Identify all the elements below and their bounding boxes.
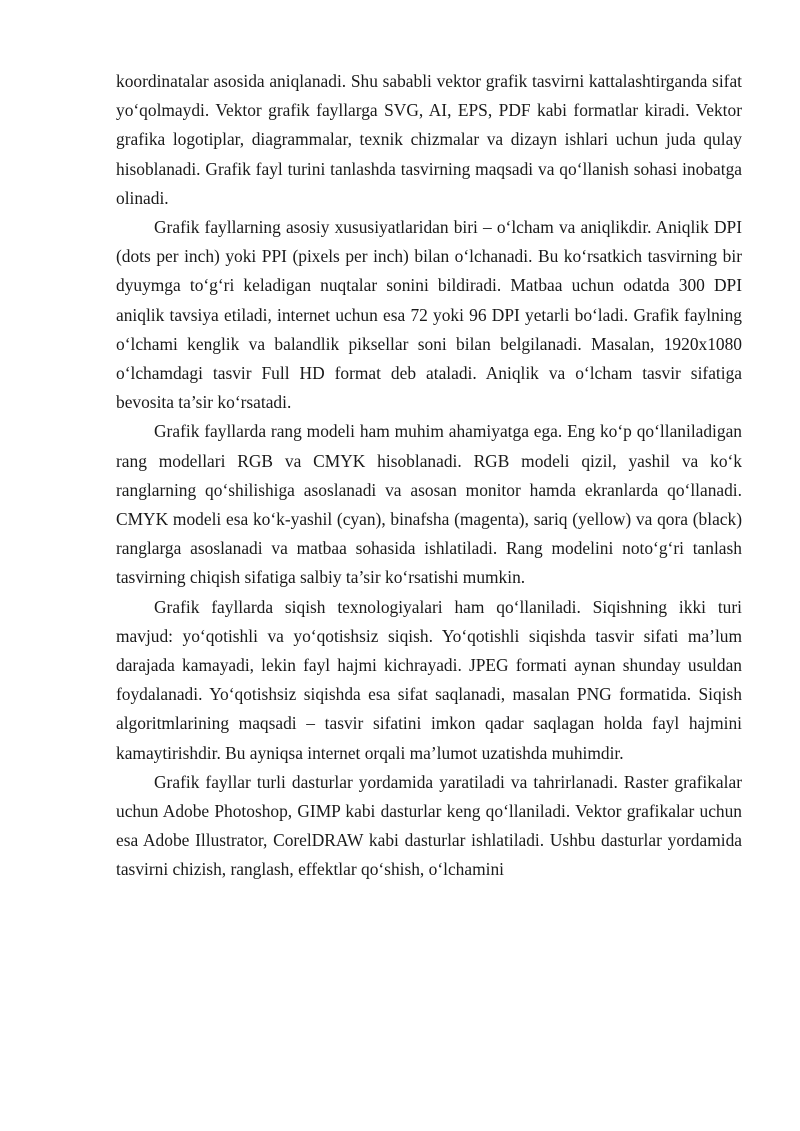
- paragraph-color-model: Grafik fayllarda rang modeli ham muhim ahamiyatga ega. Eng ko‘p qo‘llaniladigan rang modellari RGB va CMYK hisoblanadi. RGB modeli qizil, yashil va ko‘k ranglarning qo‘shilishiga asoslanadi va asosan monitor hamda ekranlarda qo‘llanadi. CMYK modeli esa ko‘k-yashil (cyan), binafsha (magenta), sariq (yellow) va qora (black) ranglarga asoslanadi va matbaa sohasida ishlatiladi. Rang modelini noto‘g‘ri tanlash tasvirning chiqish sifatiga salbiy ta’sir ko‘rsatishi mumkin.: [116, 421, 742, 588]
- paragraph-compression: Grafik fayllarda siqish texnologiyalari ham qo‘llaniladi. Siqishning ikki turi mavjud: yo‘qotishli va yo‘qotishsiz siqish. Yo‘qotishli siqishda tasvir sifati ma’lum darajada kamayadi, lekin fayl hajmi kichrayadi. JPEG formati aynan shunday usuldan foydalanadi. Yo‘qotishsiz siqishda esa sifat saqlanadi, masalan PNG formatida. Siqish algoritmlarining maqsadi – tasvir sifatini imkon qadar saqlagan holda fayl hajmini kamaytirishdir. Bu ayniqsa internet orqali ma’lumot uzatishda muhimdir.: [116, 596, 742, 763]
- paragraph-software: Grafik fayllar turli dasturlar yordamida yaratiladi va tahrirlanadi. Raster grafikalar uchun Adobe Photoshop, GIMP kabi dasturlar keng qo‘llaniladi. Vektor grafikalar uchun esa Adobe Illustrator, CorelDRAW kabi dasturlar ishlatiladi. Ushbu dasturlar yordamida tasvirni chizish, ranglash, effektlar qo‘shish, o‘lchamini: [116, 771, 742, 880]
- paragraph-resolution-size: Grafik fayllarning asosiy xususiyatlaridan biri – o‘lcham va aniqlikdir. Aniqlik DPI (dots per inch) yoki PPI (pixels per inch) bilan o‘lchanadi. Bu ko‘rsatkich tasvirning bir dyuymga to‘g‘ri keladigan nuqtalar sonini bildiradi. Matbaa uchun odatda 300 DPI aniqlik tavsiya etiladi, internet uchun esa 72 yoki 96 DPI yetarli bo‘ladi. Grafik faylning o‘lchami kenglik va balandlik piksellar soni bilan belgilanadi. Masalan, 1920x1080 o‘lchamdagi tasvir Full HD format deb ataladi. Aniqlik va o‘lcham tasvir sifatiga bevosita ta’sir ko‘rsatadi.: [116, 217, 742, 413]
- paragraph-continuation: koordinatalar asosida aniqlanadi. Shu sababli vektor grafik tasvirni kattalashtirganda sifat yo‘qolmaydi. Vektor grafik fayllarga SVG, AI, EPS, PDF kabi formatlar kiradi. Vektor grafika logotiplar, diagrammalar, texnik chizmalar va dizayn ishlari uchun juda qulay hisoblanadi. Grafik fayl turini tanlashda tasvirning maqsadi va qo‘llanish sohasi inobatga olinadi.: [116, 71, 742, 208]
- document-page: [116, 67, 742, 885]
